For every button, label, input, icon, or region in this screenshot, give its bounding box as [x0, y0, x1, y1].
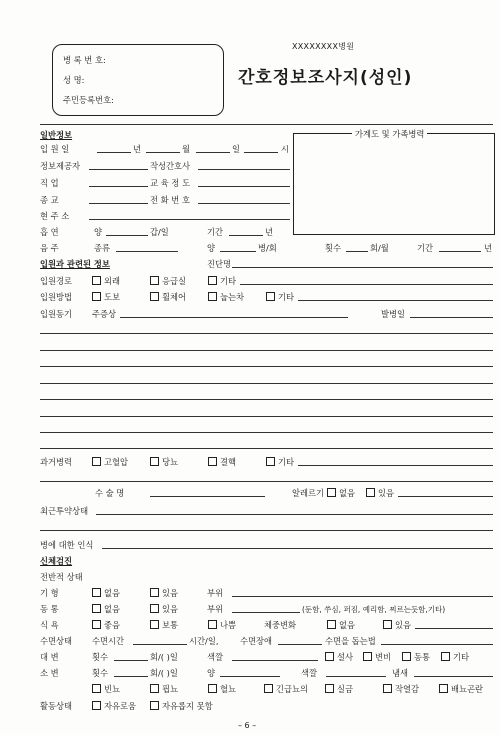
checkbox[interactable] [92, 604, 101, 613]
urine-opt-burning[interactable] [383, 684, 419, 694]
alcohol-amount-unit: 병/회 [258, 243, 277, 253]
checkbox[interactable] [363, 652, 372, 661]
checkbox[interactable] [92, 292, 101, 301]
urine-opt-urgency[interactable] [264, 684, 308, 694]
nurse-label: 작성간호사 [150, 161, 191, 171]
occupation-field[interactable] [89, 186, 148, 187]
appetite-label: 식 욕 [40, 620, 59, 630]
education-field[interactable] [198, 186, 290, 187]
option-label: 없음 [104, 604, 121, 614]
option-label: 눕는차 [220, 292, 245, 302]
checkbox[interactable] [92, 701, 101, 710]
sleep-help-label: 수면을 돕는법 [325, 636, 376, 646]
checkbox[interactable] [383, 620, 392, 629]
checkbox[interactable] [439, 684, 448, 693]
option-label: 설사 [337, 652, 354, 662]
motive-label: 입원동기 [40, 309, 73, 319]
method-opt-stretcher[interactable] [208, 292, 244, 302]
page-number: – 6 – [238, 721, 257, 730]
option-label: 동통 [414, 652, 431, 662]
appetite-opt-good[interactable] [92, 620, 120, 630]
sleep-disorder-field[interactable] [278, 644, 322, 645]
option-label: 있음 [395, 620, 412, 630]
section-exam: 신체검진 [40, 556, 73, 566]
urine-smell-field[interactable] [414, 676, 493, 677]
alcohol-period-field[interactable] [439, 251, 481, 252]
checkbox[interactable] [327, 620, 336, 629]
urine-freq-field[interactable] [114, 676, 148, 677]
id-no-label: 주민등록번호: [63, 95, 114, 105]
religion-label: 종 교 [40, 195, 59, 205]
awareness-label: 병에 대한 인식 [40, 540, 94, 550]
blank-line[interactable] [40, 481, 493, 482]
onset-field[interactable] [410, 317, 493, 318]
unit-year: 년 [133, 144, 142, 154]
checkbox[interactable] [150, 588, 159, 597]
smoking-year-unit: 년 [265, 227, 274, 237]
admit-date-label: 입 원 일 [40, 144, 70, 154]
option-label: 외래 [104, 276, 121, 286]
option-label: 없음 [339, 620, 356, 630]
option-label: 응급실 [162, 276, 187, 286]
checkbox[interactable] [208, 276, 217, 285]
checkbox[interactable] [92, 457, 101, 466]
phone-field[interactable] [198, 203, 290, 204]
option-label: 변비 [375, 652, 392, 662]
alcohol-freq-label: 횟수 [325, 243, 342, 253]
option-label: 실금 [337, 684, 354, 694]
alcohol-type-label: 종류 [94, 243, 111, 253]
blank-line[interactable] [40, 399, 493, 400]
sleep-help-field[interactable] [381, 644, 493, 645]
sleep-time-field[interactable] [133, 644, 187, 645]
urine-opt-hematuria[interactable] [208, 684, 236, 694]
general-state-label: 전반적 상태 [40, 572, 83, 582]
route-label: 입원경로 [40, 276, 73, 286]
smoking-amount-label: 양 [94, 227, 103, 237]
option-label: 자유롭지 못함 [162, 701, 213, 711]
reg-no-label: 병 록 번 호: [63, 55, 106, 65]
blank-line[interactable] [40, 383, 493, 384]
name-label: 성 명: [63, 75, 85, 85]
blank-line[interactable] [40, 366, 493, 367]
appetite-opt-normal[interactable] [150, 620, 178, 630]
smoking-period-field[interactable] [229, 235, 263, 236]
checkbox[interactable] [92, 620, 101, 629]
checkbox[interactable] [150, 457, 159, 466]
smoking-amount-field[interactable] [106, 235, 148, 236]
option-label: 고혈압 [104, 457, 129, 467]
onset-label: 발병일 [381, 309, 406, 319]
urine-amount-label: 양 [207, 668, 216, 678]
option-label: 없음 [104, 588, 121, 598]
weight-change-field[interactable] [415, 628, 493, 629]
smoking-period-label: 기간 [207, 227, 224, 237]
method-opt-wheelchair[interactable] [150, 292, 186, 302]
checkbox[interactable] [383, 684, 392, 693]
option-label: 휠체어 [162, 292, 187, 302]
checkbox[interactable] [441, 652, 450, 661]
admit-month-field[interactable] [146, 152, 180, 153]
alcohol-freq-unit: 회/월 [370, 243, 389, 253]
activity-opt-free[interactable] [92, 701, 136, 711]
checkbox[interactable] [325, 652, 334, 661]
option-label: 당뇨 [162, 457, 179, 467]
blank-line[interactable] [40, 448, 493, 449]
past-other-field[interactable] [298, 465, 493, 466]
route-opt-other[interactable] [208, 276, 236, 286]
checkbox[interactable] [208, 457, 217, 466]
sleep-unit: 시간/일, [189, 636, 219, 646]
checkbox[interactable] [266, 292, 275, 301]
allergy-opt-none[interactable] [327, 488, 355, 498]
weight-opt-none[interactable] [327, 620, 355, 630]
urine-amount-field[interactable] [220, 676, 280, 677]
checkbox[interactable] [208, 292, 217, 301]
method-opt-walk[interactable] [92, 292, 120, 302]
route-opt-outpatient[interactable] [92, 276, 120, 286]
checkbox[interactable] [150, 276, 159, 285]
pain-site-label: 부위 [207, 604, 224, 614]
pain-opt-yes[interactable] [150, 604, 178, 614]
option-label: 보통 [162, 620, 179, 630]
option-label: 기타 [278, 457, 295, 467]
option-label: 핍뇨 [162, 684, 179, 694]
urine-freq-label: 횟수 [92, 668, 109, 678]
route-opt-er[interactable] [150, 276, 186, 286]
stool-freq-label: 횟수 [92, 652, 109, 662]
checkbox[interactable] [150, 620, 159, 629]
past-opt-other[interactable] [266, 457, 294, 467]
pain-label: 동 통 [40, 604, 59, 614]
route-other-field[interactable] [240, 284, 493, 285]
stool-freq-unit: 회/( )일 [150, 652, 178, 662]
deformity-site-label: 부위 [207, 588, 224, 598]
alcohol-type-field[interactable] [116, 251, 178, 252]
appetite-opt-poor[interactable] [208, 620, 236, 630]
weight-opt-yes[interactable] [383, 620, 411, 630]
stool-label: 대 변 [40, 652, 59, 662]
checkbox[interactable] [366, 488, 375, 497]
unit-day: 일 [232, 144, 241, 154]
chief-complaint-label: 주증상 [92, 309, 117, 319]
option-label: 있음 [162, 588, 179, 598]
checkbox[interactable] [92, 588, 101, 597]
smoking-unit: 갑/일 [150, 227, 169, 237]
surgery-field[interactable] [150, 496, 265, 497]
checkbox[interactable] [150, 684, 159, 693]
hospital-name: XXXXXXXX병원 [292, 42, 355, 51]
admit-hour-field[interactable] [244, 152, 278, 153]
activity-opt-limited[interactable] [150, 701, 213, 711]
urine-opt-incontinence[interactable] [325, 684, 353, 694]
admit-day-field[interactable] [196, 152, 230, 153]
allergy-field[interactable] [398, 496, 493, 497]
option-label: 빈뇨 [104, 684, 121, 694]
religion-field[interactable] [89, 203, 148, 204]
checkbox[interactable] [92, 276, 101, 285]
checkbox[interactable] [325, 684, 334, 693]
checkbox[interactable] [150, 701, 159, 710]
activity-label: 활동상태 [40, 701, 73, 711]
admit-year-field[interactable] [97, 152, 131, 153]
blank-line[interactable] [40, 432, 493, 433]
section-admission: 입원과 관련된 정보 [40, 259, 110, 269]
stool-opt-diarrhea[interactable] [325, 652, 353, 662]
unit-month: 월 [182, 144, 191, 154]
alcohol-label: 음 주 [40, 243, 59, 253]
urine-label: 소 변 [40, 668, 59, 678]
urine-freq-unit: 회/( )일 [150, 668, 178, 678]
awareness-field[interactable] [102, 548, 493, 549]
deformity-label: 기 형 [40, 588, 59, 598]
sleep-time-label: 수면시간 [92, 636, 125, 646]
checkbox[interactable] [208, 684, 217, 693]
address-field[interactable] [89, 219, 290, 220]
surgery-label: 수 술 명 [95, 488, 125, 498]
alcohol-year-unit: 년 [484, 243, 493, 253]
stool-opt-pain[interactable] [402, 652, 430, 662]
unit-hour: 시 [281, 144, 290, 154]
option-label: 좋음 [104, 620, 121, 630]
method-label: 입원방법 [40, 292, 73, 302]
alcohol-amount-field[interactable] [220, 251, 256, 252]
checkbox[interactable] [266, 457, 275, 466]
address-label: 현 주 소 [40, 211, 70, 221]
diagnosis-label: 진단명 [207, 259, 232, 269]
blank-line[interactable] [40, 416, 493, 417]
alcohol-period-label: 기간 [417, 243, 434, 253]
urine-color-label: 색깔 [301, 668, 318, 678]
checkbox[interactable] [402, 652, 411, 661]
checkbox[interactable] [208, 620, 217, 629]
option-label: 결핵 [220, 457, 237, 467]
stool-color-field[interactable] [232, 660, 318, 661]
method-other-field[interactable] [298, 300, 493, 301]
stool-freq-field[interactable] [114, 660, 148, 661]
past-opt-tb[interactable] [208, 457, 236, 467]
checkbox[interactable] [150, 292, 159, 301]
genogram-box [293, 129, 495, 235]
urine-color-field[interactable] [326, 676, 386, 677]
stool-color-label: 색깔 [207, 652, 224, 662]
phone-label: 전 화 번 호 [150, 195, 190, 205]
checkbox[interactable] [92, 684, 101, 693]
nurse-field[interactable] [198, 169, 290, 170]
blank-line[interactable] [40, 350, 493, 351]
patient-id-box [52, 44, 224, 116]
option-label: 자유로움 [104, 701, 137, 711]
sleep-disorder-label: 수면장애 [240, 636, 273, 646]
past-opt-hypertension[interactable] [92, 457, 128, 467]
option-label: 있음 [378, 488, 395, 498]
chief-complaint-field[interactable] [120, 317, 348, 318]
occupation-label: 직 업 [40, 178, 59, 188]
option-label: 있음 [162, 604, 179, 614]
option-label: 없음 [339, 488, 356, 498]
genogram-label: 가계도 및 가족병력 [352, 129, 427, 139]
option-label: 배뇨곤란 [451, 684, 484, 694]
pain-opt-none[interactable] [92, 604, 120, 614]
informant-field[interactable] [89, 169, 148, 170]
deformity-opt-yes[interactable] [150, 588, 178, 598]
past-opt-diabetes[interactable] [150, 457, 178, 467]
method-opt-other[interactable] [266, 292, 294, 302]
pain-site-field[interactable] [232, 612, 300, 613]
option-label: 나쁨 [220, 620, 237, 630]
diagnosis-field[interactable] [232, 267, 493, 268]
allergy-label: 알레르기 [292, 488, 325, 498]
option-label: 혈뇨 [220, 684, 237, 694]
education-label: 교 육 정 도 [150, 178, 190, 188]
sleep-label: 수면상태 [40, 636, 73, 646]
stool-opt-constipation[interactable] [363, 652, 391, 662]
checkbox[interactable] [264, 684, 273, 693]
section-general: 일반정보 [40, 130, 73, 140]
form-title: 간호정보조사지(성인) [238, 68, 413, 88]
stool-opt-other[interactable] [441, 652, 469, 662]
weight-change-label: 체중변화 [264, 620, 297, 630]
option-label: 기타 [453, 652, 470, 662]
urine-opt-frequency[interactable] [92, 684, 120, 694]
deformity-site-field[interactable] [232, 596, 493, 597]
deformity-opt-none[interactable] [92, 588, 120, 598]
allergy-opt-yes[interactable] [366, 488, 394, 498]
alcohol-freq-field[interactable] [346, 251, 368, 252]
alcohol-amount-label: 양 [207, 243, 216, 253]
smoking-label: 흡 연 [40, 227, 59, 237]
checkbox[interactable] [150, 604, 159, 613]
urine-opt-dysuria[interactable] [439, 684, 483, 694]
past-history-label: 과거병력 [40, 457, 73, 467]
blank-line[interactable] [40, 530, 493, 531]
pain-types: (둔함, 쑤심, 퍼짐, 예리함, 찌르는듯함,기타) [302, 605, 446, 614]
option-label: 긴급뇨의 [276, 684, 309, 694]
divider [40, 124, 493, 125]
urine-opt-oliguria[interactable] [150, 684, 178, 694]
option-label: 기타 [278, 292, 295, 302]
recent-meds-field[interactable] [96, 514, 493, 515]
option-label: 도보 [104, 292, 121, 302]
informant-label: 정보제공자 [40, 161, 81, 171]
blank-line[interactable] [40, 333, 493, 334]
option-label: 기타 [220, 276, 237, 286]
recent-meds-label: 최근투약상태 [40, 506, 89, 516]
urine-smell-label: 냄새 [392, 668, 409, 678]
checkbox[interactable] [327, 488, 336, 497]
option-label: 작열감 [395, 684, 420, 694]
